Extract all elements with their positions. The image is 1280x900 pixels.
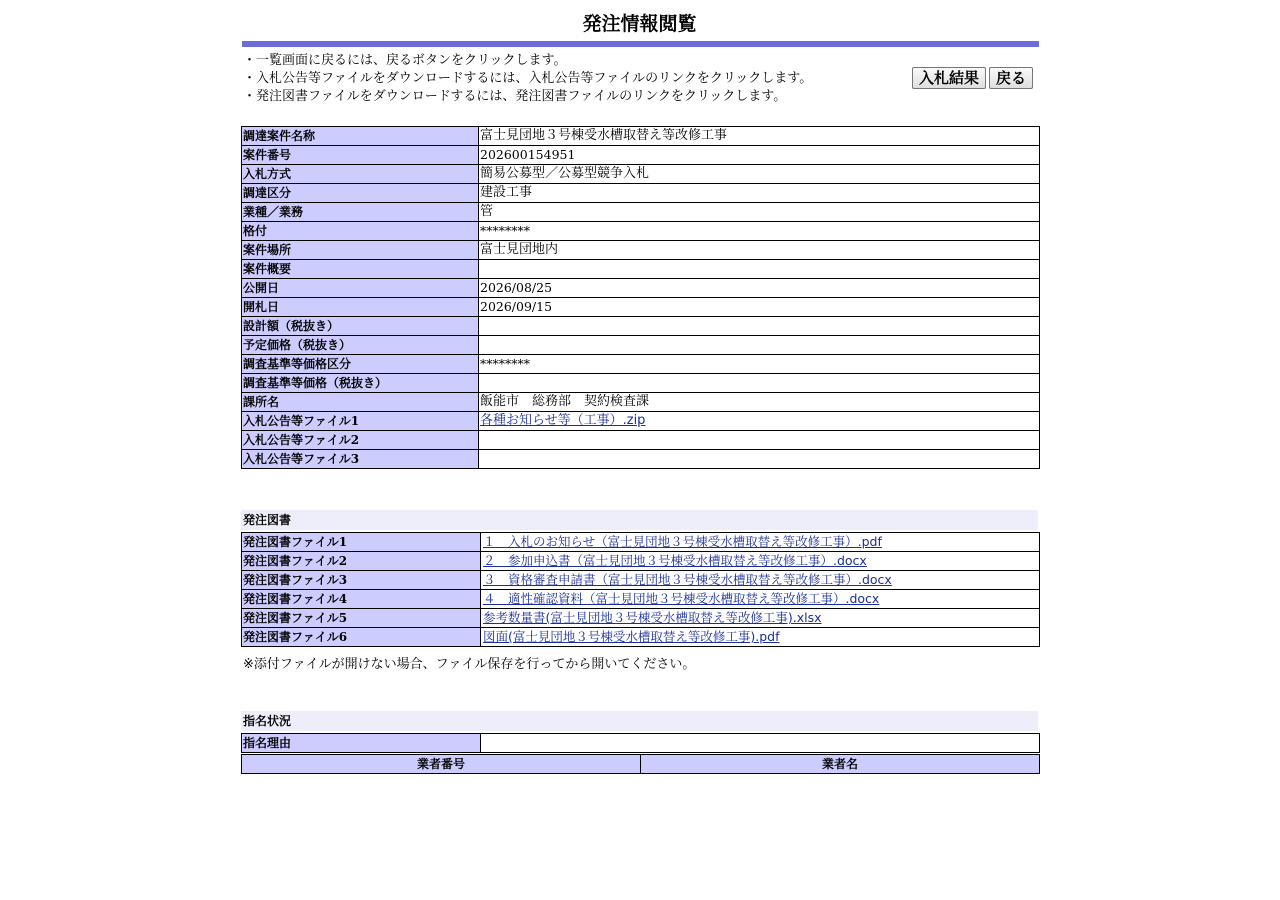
drawings-section-heading: 発注図書 — [241, 510, 1038, 530]
detail-row — [242, 355, 1040, 374]
detail-value: 飯能市 総務部 契約検査課 — [479, 393, 1040, 412]
nomination-reason-value — [481, 734, 1040, 753]
drawing-file-link[interactable]: ４ 適性確認資料（富士見団地３号棟受水槽取替え等改修工事）.docx — [483, 591, 880, 606]
detail-row — [242, 317, 1040, 336]
drawing-file-link[interactable]: ３ 資格審査申請書（富士見団地３号棟受水槽取替え等改修工事）.docx — [483, 572, 892, 587]
drawing-file-label: 発注図書ファイル4 — [242, 590, 481, 609]
bid-result-button[interactable]: 入札結果 — [912, 67, 986, 89]
drawing-file-cell — [481, 628, 1040, 647]
nomination-reason-label: 指名理由 — [242, 734, 481, 753]
drawing-file-row — [242, 533, 1040, 552]
detail-label: 予定価格（税抜き） — [242, 336, 479, 355]
detail-row — [242, 241, 1040, 260]
drawing-file-row — [242, 628, 1040, 647]
drawing-file-label: 発注図書ファイル2 — [242, 552, 481, 571]
drawing-file-label: 発注図書ファイル1 — [242, 533, 481, 552]
detail-row — [242, 279, 1040, 298]
details-table — [241, 126, 1040, 469]
detail-label: 案件概要 — [242, 260, 479, 279]
drawing-file-link[interactable]: 参考数量書(富士見団地３号棟受水槽取替え等改修工事).xlsx — [483, 610, 822, 625]
back-button[interactable]: 戻る — [989, 67, 1033, 89]
attachment-note: ※添付ファイルが開けない場合、ファイル保存を行ってから開いてください。 — [243, 657, 696, 672]
detail-value: 建設工事 — [479, 184, 1040, 203]
drawing-file-link[interactable]: １ 入札のお知らせ（富士見団地３号棟受水槽取替え等改修工事）.pdf — [483, 534, 882, 549]
vendor-header-row — [242, 755, 1040, 774]
drawing-file-row — [242, 590, 1040, 609]
detail-row — [242, 222, 1040, 241]
detail-label: 案件場所 — [242, 241, 479, 260]
detail-label: 開札日 — [242, 298, 479, 317]
detail-row — [242, 298, 1040, 317]
drawing-file-link[interactable]: ２ 参加申込書（富士見団地３号棟受水槽取替え等改修工事）.docx — [483, 553, 867, 568]
instruction-line: ・発注図書ファイルをダウンロードするには、発注図書ファイルのリンクをクリックします。 — [243, 89, 787, 104]
detail-value — [479, 450, 1040, 469]
drawing-file-row — [242, 552, 1040, 571]
detail-label: 入札公告等ファイル1 — [242, 412, 479, 431]
detail-label: 課所名 — [242, 393, 479, 412]
nomination-section-heading: 指名状況 — [241, 711, 1038, 731]
drawing-file-label: 発注図書ファイル5 — [242, 609, 481, 628]
drawing-file-cell — [481, 552, 1040, 571]
detail-label: 調査基準等価格（税抜き） — [242, 374, 479, 393]
detail-row — [242, 184, 1040, 203]
top-buttons — [912, 67, 1033, 89]
detail-value: 202600154951 — [479, 146, 1040, 165]
announcement-file-link[interactable]: 各種お知らせ等（工事）.zip — [480, 413, 646, 428]
detail-value: ******** — [479, 355, 1040, 374]
detail-row — [242, 412, 1040, 431]
detail-label: 業種／業務 — [242, 203, 479, 222]
detail-value: 富士見団地内 — [479, 241, 1040, 260]
drawing-file-cell — [481, 590, 1040, 609]
detail-value — [479, 412, 1040, 431]
detail-value: 管 — [479, 203, 1040, 222]
detail-row — [242, 431, 1040, 450]
detail-value — [479, 374, 1040, 393]
detail-label: 調達案件名称 — [242, 127, 479, 146]
detail-row — [242, 374, 1040, 393]
detail-row — [242, 336, 1040, 355]
detail-row — [242, 450, 1040, 469]
detail-label: 公開日 — [242, 279, 479, 298]
detail-value — [479, 260, 1040, 279]
drawing-file-cell — [481, 533, 1040, 552]
detail-value — [479, 317, 1040, 336]
detail-row — [242, 203, 1040, 222]
detail-label: 入札公告等ファイル3 — [242, 450, 479, 469]
detail-row — [242, 165, 1040, 184]
vendor-name-header: 業者名 — [641, 755, 1040, 774]
drawing-file-row — [242, 609, 1040, 628]
detail-value — [479, 431, 1040, 450]
drawings-table — [241, 532, 1040, 647]
detail-label: 調査基準等価格区分 — [242, 355, 479, 374]
title-divider — [242, 41, 1039, 47]
detail-label: 調達区分 — [242, 184, 479, 203]
detail-value: 簡易公募型／公募型競争入札 — [479, 165, 1040, 184]
instruction-line: ・一覧画面に戻るには、戻るボタンをクリックします。 — [243, 53, 567, 68]
vendor-number-header: 業者番号 — [242, 755, 641, 774]
drawing-file-link[interactable]: 図面(富士見団地３号棟受水槽取替え等改修工事).pdf — [483, 629, 780, 644]
detail-value: 富士見団地３号棟受水槽取替え等改修工事 — [479, 127, 1040, 146]
nomination-reason-row — [242, 734, 1040, 753]
detail-label: 案件番号 — [242, 146, 479, 165]
drawing-file-cell — [481, 571, 1040, 590]
detail-row — [242, 146, 1040, 165]
detail-label: 入札方式 — [242, 165, 479, 184]
nominated-vendors-table — [241, 754, 1040, 774]
detail-value: 2026/08/25 — [479, 279, 1040, 298]
detail-value: 2026/09/15 — [479, 298, 1040, 317]
detail-label: 格付 — [242, 222, 479, 241]
detail-row — [242, 393, 1040, 412]
drawing-file-label: 発注図書ファイル3 — [242, 571, 481, 590]
detail-value — [479, 336, 1040, 355]
instruction-line: ・入札公告等ファイルをダウンロードするには、入札公告等ファイルのリンクをクリックします。 — [243, 71, 813, 86]
detail-row — [242, 127, 1040, 146]
nomination-reason-table — [241, 733, 1040, 753]
instructions — [243, 52, 883, 106]
drawing-file-row — [242, 571, 1040, 590]
page-title: 発注情報閲覧 — [582, 13, 697, 35]
drawing-file-label: 発注図書ファイル6 — [242, 628, 481, 647]
detail-label: 設計額（税抜き） — [242, 317, 479, 336]
detail-value: ******** — [479, 222, 1040, 241]
detail-row — [242, 260, 1040, 279]
detail-label: 入札公告等ファイル2 — [242, 431, 479, 450]
drawing-file-cell — [481, 609, 1040, 628]
